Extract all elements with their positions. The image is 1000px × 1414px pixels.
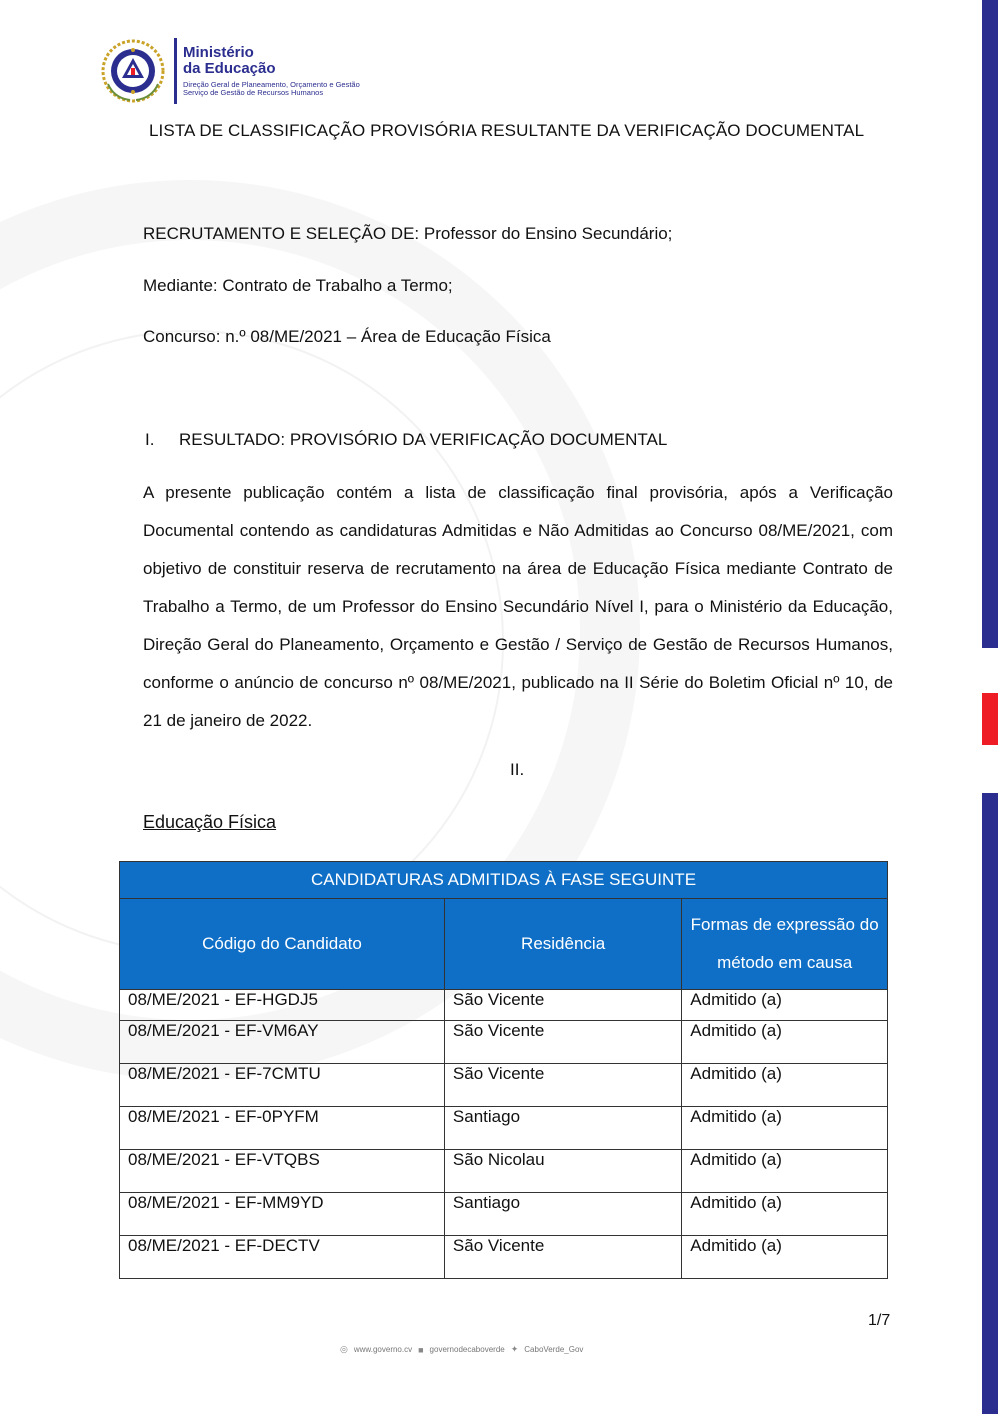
table-row [120, 1236, 888, 1279]
body-paragraph: A presente publicação contém a lista de classificação final provisória, após a Verificação Documental contendo as candidaturas Admitidas e Não Admitidas ao Concurso 08/ME/2021, com objetivo de constituir reserva de recrutamento na área de Educação Física mediante Contrato de Trabalho a Termo, de um Professor do Ensino Secundário Nível I, para o Ministério da Educação, Direção Geral do Planeamento, Orçamento e Gestão / Serviço de Gestão de Recursos Humanos, conforme o anúncio de concurso nº 08/ME/2021, publicado na II Série do Boletim Oficial nº 10, de 21 de janeiro de 2022. [143, 483, 893, 730]
cell-code: 08/ME/2021 - EF-DECTV [120, 1236, 445, 1279]
cell-residence: Santiago [444, 1193, 681, 1236]
cell-code: 08/ME/2021 - EF-HGDJ5 [120, 990, 445, 1021]
footer-facebook[interactable]: governodecaboverde [429, 1345, 505, 1354]
cell-code: 08/ME/2021 - EF-7CMTU [120, 1064, 445, 1107]
cell-status: Admitido (a) [682, 990, 888, 1021]
cell-code: 08/ME/2021 - EF-MM9YD [120, 1193, 445, 1236]
section-1-title: RESULTADO: PROVISÓRIO DA VERIFICAÇÃO DOCUMENTAL [179, 430, 668, 449]
globe-icon: ◎ [340, 1344, 348, 1354]
table-row [120, 1150, 888, 1193]
section-2-number: II. [510, 760, 525, 779]
logo-divider [174, 38, 177, 104]
cell-residence: São Vicente [444, 1021, 681, 1064]
cell-code: 08/ME/2021 - EF-0PYFM [120, 1107, 445, 1150]
footer-web[interactable]: www.governo.cv [353, 1345, 413, 1354]
concurso-line: Concurso: n.º 08/ME/2021 – Área de Educação Física [143, 327, 551, 346]
side-bar-blue-bottom [982, 793, 998, 1414]
cell-status: Admitido (a) [682, 1150, 888, 1193]
ministry-logo [100, 38, 360, 104]
cell-status: Admitido (a) [682, 1236, 888, 1279]
table-caption: CANDIDATURAS ADMITIDAS À FASE SEGUINTE [120, 862, 888, 899]
cell-residence: Santiago [444, 1107, 681, 1150]
page-number: 1/7 [868, 1312, 891, 1329]
column-header-status: Formas de expressão do método em causa [682, 899, 888, 990]
mediante-line: Mediante: Contrato de Trabalho a Termo; [143, 276, 453, 295]
table-row [120, 1193, 888, 1236]
table-row [120, 1021, 888, 1064]
cell-residence: São Nicolau [444, 1150, 681, 1193]
logo-line-1: Ministério [183, 44, 254, 62]
cell-residence: São Vicente [444, 1236, 681, 1279]
cell-status: Admitido (a) [682, 1064, 888, 1107]
cell-status: Admitido (a) [682, 1193, 888, 1236]
logo-line-4: Serviço de Gestão de Recursos Humanos [183, 87, 324, 97]
table-row [120, 1064, 888, 1107]
side-bar-blue-top [982, 0, 998, 648]
cell-status: Admitido (a) [682, 1107, 888, 1150]
footer-twitter[interactable]: CaboVerde_Gov [524, 1345, 584, 1354]
cell-code: 08/ME/2021 - EF-VM6AY [120, 1021, 445, 1064]
logo-line-3: Direção Geral de Planeamento, Orçamento e Gestão [183, 79, 360, 89]
table-row [120, 990, 888, 1021]
cell-residence: São Vicente [444, 1064, 681, 1107]
column-header-residence: Residência [444, 899, 681, 990]
cell-residence: São Vicente [444, 990, 681, 1021]
footer-links [340, 1344, 583, 1355]
side-bar-red [982, 693, 998, 745]
logo-line-2: da Educação [183, 60, 276, 78]
twitter-icon: ✦ [510, 1344, 519, 1354]
coat-of-arms-icon [100, 38, 166, 104]
section-1-number: I. [145, 430, 155, 449]
column-header-code: Código do Candidato [120, 899, 445, 990]
table-row [120, 1107, 888, 1150]
candidates-table [119, 861, 888, 1279]
cell-code: 08/ME/2021 - EF-VTQBS [120, 1150, 445, 1193]
section-subtitle: Educação Física [143, 812, 277, 832]
cell-status: Admitido (a) [682, 1021, 888, 1064]
document-title: LISTA DE CLASSIFICAÇÃO PROVISÓRIA RESULTANTE DA VERIFICAÇÃO DOCUMENTAL [149, 121, 865, 140]
recruitment-line: RECRUTAMENTO E SELEÇÃO DE: Professor do Ensino Secundário; [143, 224, 673, 243]
facebook-icon: ■ [418, 1344, 424, 1355]
